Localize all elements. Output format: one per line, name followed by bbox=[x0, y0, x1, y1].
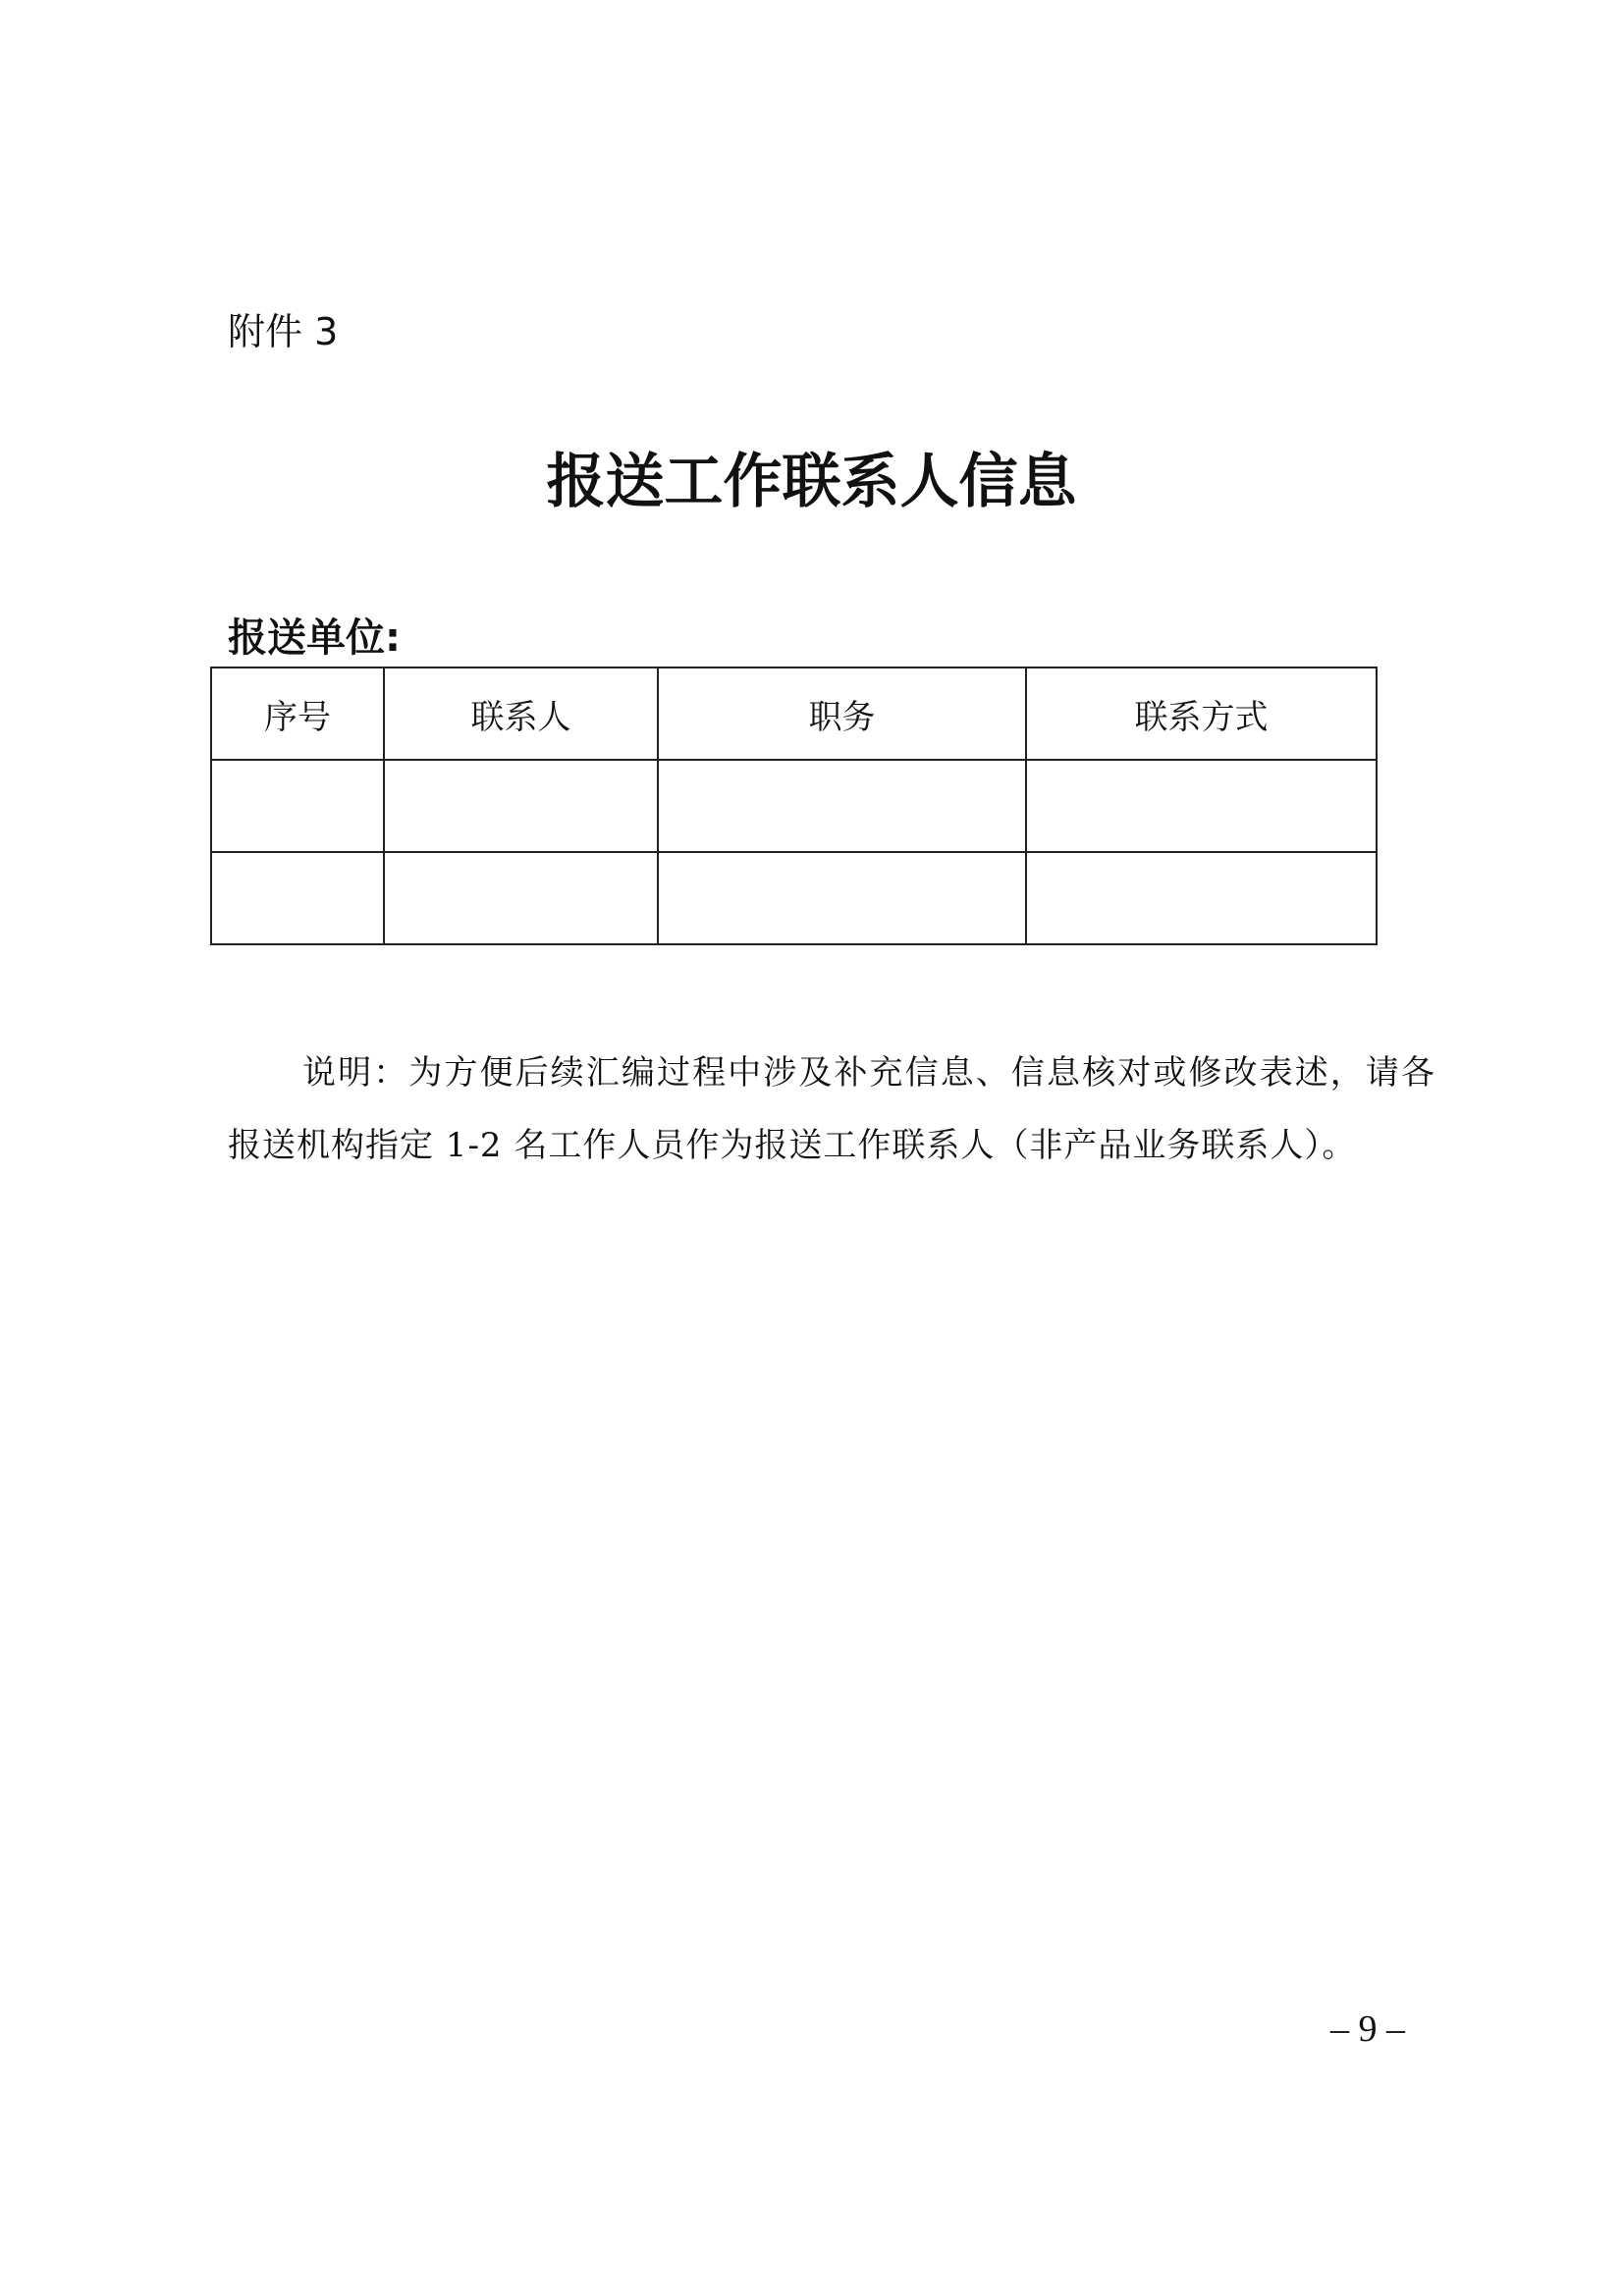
contact-table bbox=[210, 667, 1378, 945]
attachment-label: 附件 3 bbox=[228, 310, 339, 353]
header-serial-number: 序号 bbox=[211, 667, 384, 760]
table-cell[interactable] bbox=[211, 760, 384, 852]
table-row bbox=[211, 852, 1377, 944]
header-position: 职务 bbox=[658, 667, 1026, 760]
header-contact-person: 联系人 bbox=[384, 667, 658, 760]
reporting-unit-label: 报送单位: bbox=[228, 615, 401, 661]
header-contact-info: 联系方式 bbox=[1026, 667, 1377, 760]
table-cell[interactable] bbox=[658, 852, 1026, 944]
page-number: – 9 – bbox=[1330, 2008, 1405, 2050]
table-cell[interactable] bbox=[211, 852, 384, 944]
table-cell[interactable] bbox=[384, 760, 658, 852]
page-title: 报送工作联系人信息 bbox=[546, 448, 1077, 516]
table-cell[interactable] bbox=[1026, 852, 1377, 944]
explanation-note: 说明：为方便后续汇编过程中涉及补充信息、信息核对或修改表述，请各报送机构指定 1-2 名工作人员作为报送工作联系人（非产品业务联系人）。 bbox=[228, 1053, 1435, 1165]
table-cell[interactable] bbox=[384, 852, 658, 944]
table-cell[interactable] bbox=[658, 760, 1026, 852]
table-header-row bbox=[211, 667, 1377, 760]
table-cell[interactable] bbox=[1026, 760, 1377, 852]
table-row bbox=[211, 760, 1377, 852]
